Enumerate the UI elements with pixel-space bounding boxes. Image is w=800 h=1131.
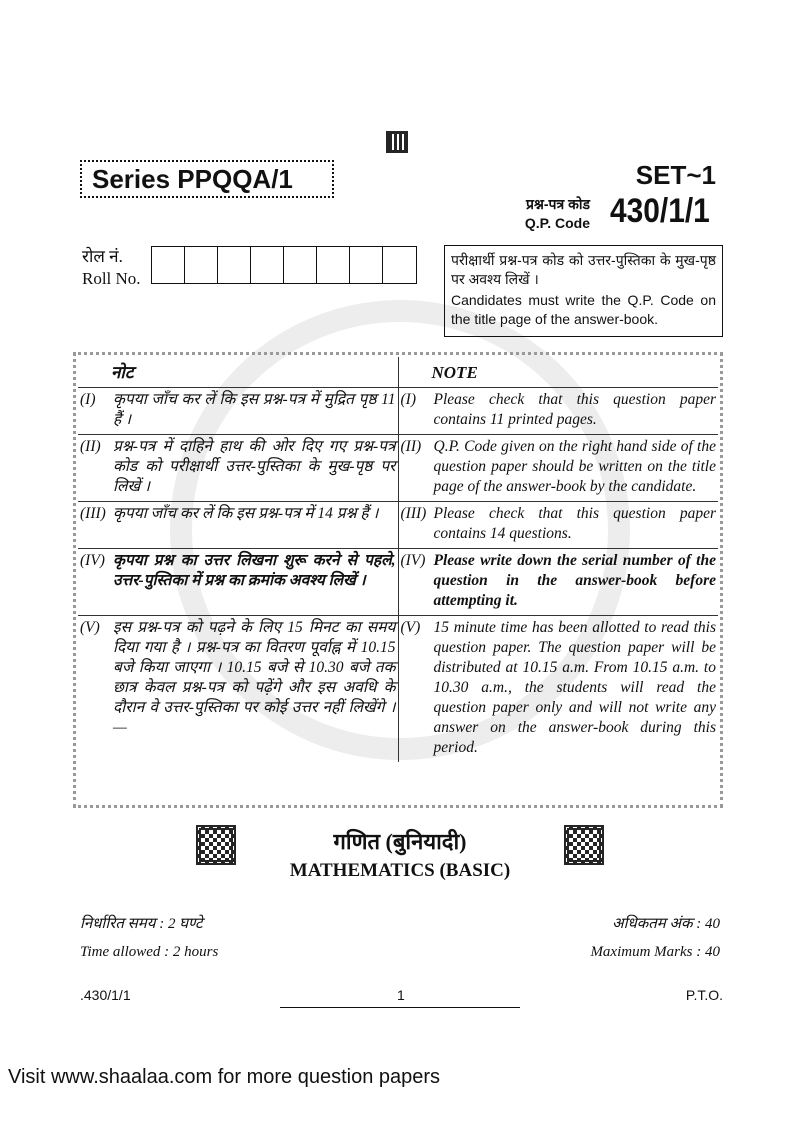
roll-label-en: Roll No. — [82, 269, 141, 288]
subject-title-hi: गणित (बुनियादी) — [333, 829, 467, 854]
qp-code-label-hi: प्रश्न-पत्र कोड — [526, 196, 590, 212]
note-number-hi: (II) — [80, 438, 101, 455]
roll-number-box[interactable] — [383, 247, 416, 283]
max-marks-hi: अधिकतम अंक : 40 — [612, 916, 720, 932]
note-text-en: 15 minute time has been allotted to read this question paper. The question paper will be distributed at 10.15 a.m. From 10.15 a.m. to 10.30 a.m., the students will read the question paper only and will not write any answer on the answer-book during this period. — [433, 619, 716, 756]
series-label: Series PPQQA/1 — [80, 160, 334, 198]
set-label: SET~1 — [635, 160, 716, 190]
max-marks-en: Maximum Marks : 40 — [590, 944, 720, 960]
note-cell-hi — [78, 388, 398, 435]
note-text-en: Please check that this question paper contains 14 questions. — [433, 505, 716, 542]
note-cell-hi — [78, 435, 398, 502]
pto-label: P.T.O. — [685, 987, 723, 1003]
note-text-hi: कृपया जाँच कर लें कि इस प्रश्न-पत्र में मुद्रित पृष्ठ 11 हैं । — [113, 391, 396, 428]
note-cell-hi — [78, 616, 398, 763]
roll-label — [82, 246, 141, 290]
qp-code: 430/1/1 — [610, 192, 710, 230]
note-heading-hi: नोट — [78, 357, 398, 388]
note-row — [78, 388, 718, 435]
note-number-en: (V) — [400, 619, 421, 636]
note-text-en: Please check that this question paper contains 11 printed pages. — [433, 391, 716, 428]
note-text-hi: इस प्रश्न-पत्र को पढ़ने के लिए 15 मिनट का समय दिया गया है । प्रश्न-पत्र का वितरण पूर्वाह्न में 10.15 बजे किया जाएगा । 10.15 बजे से 10.30 बजे तक छात्र केवल प्रश्न-पत्र को पढ़ेंगे और इस अवधि के दौरान वे उत्तर-पुस्तिका पर कोई उत्तर नहीं लिखेंगे । — — [113, 619, 396, 736]
roll-number-box[interactable] — [185, 247, 218, 283]
note-text-en: Q.P. Code given on the right hand side of the question paper should be written on the title page of the answer-book by the candidate. — [433, 438, 716, 495]
note-cell-en — [398, 502, 718, 549]
note-number-en: (III) — [400, 505, 427, 522]
note-number-hi: (IV) — [80, 552, 105, 569]
time-allowed-hi: निर्धारित समय : 2 घण्टे — [80, 916, 203, 932]
note-text-hi: कृपया प्रश्न का उत्तर लिखना शुरू करने से पहले, उत्तर-पुस्तिका में प्रश्न का क्रमांक अवश्य लिखें । — [113, 552, 396, 589]
note-row — [78, 502, 718, 549]
roll-number-box[interactable] — [218, 247, 251, 283]
roll-label-hi: रोल नं. — [82, 247, 123, 266]
roll-number-boxes — [151, 246, 417, 284]
qp-code-label — [510, 195, 590, 233]
note-number-hi: (I) — [80, 391, 96, 408]
note-number-en: (I) — [400, 391, 416, 408]
notice-hi: परीक्षार्थी प्रश्न-पत्र कोड को उत्तर-पुस्तिका के मुख-पृष्ठ पर अवश्य लिखें । — [451, 252, 716, 287]
note-number-en: (IV) — [400, 552, 426, 569]
note-number-hi: (V) — [80, 619, 100, 636]
subject-title-en: MATHEMATICS (BASIC) — [289, 860, 511, 881]
qp-code-notice — [444, 245, 723, 337]
note-cell-hi — [78, 502, 398, 549]
roll-number-box[interactable] — [317, 247, 350, 283]
note-row — [78, 435, 718, 502]
note-text-hi: कृपया जाँच कर लें कि इस प्रश्न-पत्र में 14 प्रश्न हैं । — [113, 505, 379, 522]
roll-number-box[interactable] — [350, 247, 383, 283]
visit-link[interactable]: Visit www.shaalaa.com for more question papers — [8, 1066, 441, 1088]
notes-table — [73, 352, 723, 808]
page-footer — [80, 987, 723, 1003]
notice-en: Candidates must write the Q.P. Code on the title page of the answer-book. — [451, 292, 716, 327]
note-number-en: (II) — [400, 438, 422, 455]
qr-code-top — [386, 131, 408, 153]
note-cell-en — [398, 388, 718, 435]
note-heading-en: NOTE — [398, 357, 718, 388]
note-cell-hi — [78, 549, 398, 616]
note-text-en: Please write down the serial number of the question in the answer-book before attempting it. — [433, 552, 716, 609]
note-cell-en — [398, 549, 718, 616]
qp-code-label-en: Q.P. Code — [524, 215, 590, 231]
footer-code: .430/1/1 — [80, 987, 131, 1003]
time-allowed-en: Time allowed : 2 hours — [80, 944, 219, 960]
note-number-hi: (III) — [80, 505, 106, 522]
footer-rule — [280, 1007, 520, 1008]
roll-number-box[interactable] — [152, 247, 185, 283]
roll-number-box[interactable] — [284, 247, 317, 283]
note-row — [78, 616, 718, 763]
note-row — [78, 549, 718, 616]
note-text-hi: प्रश्न-पत्र में दाहिने हाथ की ओर दिए गए प्रश्न-पत्र कोड को परीक्षार्थी उत्तर-पुस्तिका के मुख-पृष्ठ पर लिखें । — [113, 438, 396, 495]
page-number: 1 — [397, 987, 405, 1003]
roll-number-box[interactable] — [251, 247, 284, 283]
note-cell-en — [398, 435, 718, 502]
note-cell-en — [398, 616, 718, 763]
